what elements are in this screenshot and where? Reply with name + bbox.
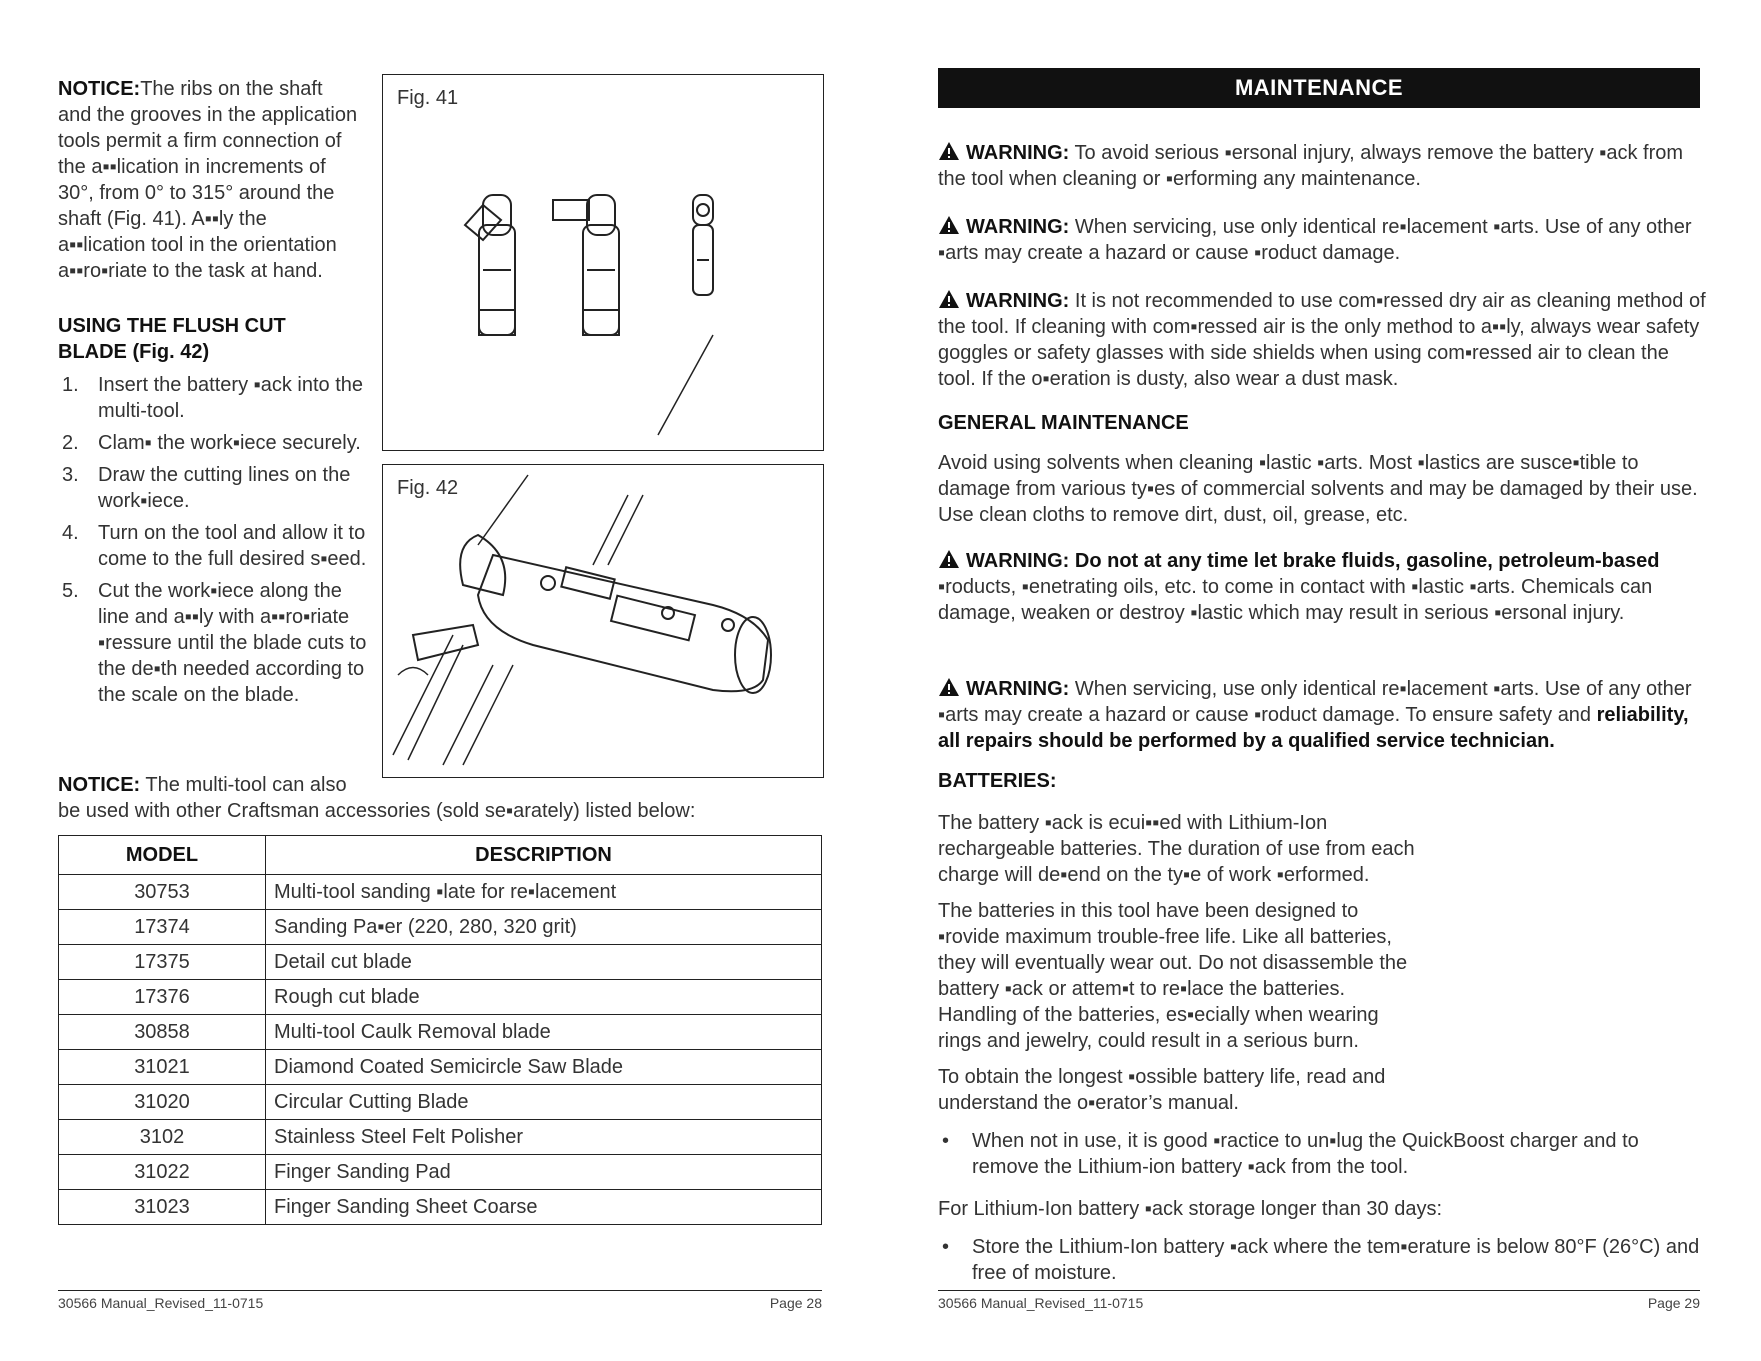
step-number: 5. <box>62 580 79 602</box>
left-page <box>0 0 880 1361</box>
footer-document-id: 30566 Manual_Revised_11-0715 <box>58 1295 264 1311</box>
table-row <box>59 1050 822 1085</box>
description-cell: Rough cut blade <box>266 980 822 1015</box>
figure-41-label: Fig. 41 <box>397 87 459 109</box>
model-cell: 3102 <box>59 1120 266 1155</box>
step-text: Clam▪ the work▪iece securely. <box>98 432 361 454</box>
bullet-icon: • <box>942 1130 950 1152</box>
warning-identical-parts <box>938 214 1708 266</box>
notice-label: NOTICE: <box>58 774 141 796</box>
table-row <box>59 910 822 945</box>
step-text: Insert the battery ▪ack into the multi-tool. <box>98 374 364 422</box>
table-row <box>59 875 822 910</box>
footer-page-number: Page 29 <box>1647 1295 1700 1311</box>
model-cell: 30858 <box>59 1015 266 1050</box>
step-number: 1. <box>62 374 79 396</box>
description-cell: Multi-tool Caulk Removal blade <box>266 1015 822 1050</box>
battery-tips-list-2 <box>938 1234 1708 1286</box>
step-item <box>58 430 376 456</box>
list-item <box>938 1234 1708 1286</box>
model-cell: 17375 <box>59 945 266 980</box>
accessories-table <box>58 835 822 1225</box>
batteries-heading: BATTERIES: <box>938 770 1057 792</box>
description-cell: Finger Sanding Sheet Coarse <box>266 1190 822 1225</box>
model-cell: 17376 <box>59 980 266 1015</box>
warning-text: To avoid serious ▪ersonal injury, always remove the battery ▪ack from the tool when cleaning or ▪erforming any maintenance. <box>938 142 1684 190</box>
description-cell: Detail cut blade <box>266 945 822 980</box>
warning-text: It is not recommended to use com▪ressed dry air as cleaning method of the tool. If cleaning with com▪ressed air is the only method to a▪▪ly, always wear safety goggles or safety glasses with side shields when using com▪ressed air to clean the tool. If the o▪eration is dusty, also wear a dust mask. <box>938 290 1706 390</box>
footer-document-id: 30566 Manual_Revised_11-0715 <box>938 1295 1144 1311</box>
page-footer-left <box>58 1290 822 1311</box>
table-row <box>59 1155 822 1190</box>
notice-accessories-text: The multi-tool can also <box>145 774 347 796</box>
notice-accessories <box>58 772 838 824</box>
table-row <box>59 1120 822 1155</box>
warning-text: When servicing, use only identical re▪lacement ▪arts. Use of any other ▪arts may create a hazard or cause ▪roduct damage. <box>938 216 1692 264</box>
warning-text: ▪roducts, ▪enetrating oils, etc. to come in contact with ▪lastic ▪arts. Chemicals can damage, weaken or destroy ▪lastic which may result in serious ▪ersonal injury. <box>938 576 1653 624</box>
step-number: 4. <box>62 522 79 544</box>
warning-text: When servicing, use only identical re▪lacement ▪arts. Use of any other ▪arts may create a hazard or cause ▪roduct damage. To ensure safety and <box>938 678 1692 726</box>
warning-bold-text: Do not at any time let brake fluids, gasoline, petroleum-based <box>1074 550 1660 572</box>
model-cell: 31022 <box>59 1155 266 1190</box>
warning-icon <box>938 677 960 697</box>
warning-icon <box>938 549 960 569</box>
step-text: Turn on the tool and allow it to come to the full desired s▪eed. <box>98 522 367 570</box>
table-header-row <box>59 836 822 875</box>
warning-compressed-air <box>938 288 1708 392</box>
table-row <box>59 1190 822 1225</box>
description-cell: Finger Sanding Pad <box>266 1155 822 1190</box>
multi-tool-orientations-illustration <box>383 75 823 450</box>
warning-label: WARNING: <box>966 290 1070 312</box>
step-item <box>58 578 376 708</box>
warning-label: WARNING: <box>966 216 1070 238</box>
column-header-description: DESCRIPTION <box>266 836 822 875</box>
flush-cut-heading: USING THE FLUSH CUT BLADE (Fig. 42) <box>58 315 286 363</box>
step-item <box>58 372 376 424</box>
batteries-paragraph-1: The battery ▪ack is ecui▪▪ed with Lithium-Ion rechargeable batteries. The duration of use from each charge will de▪end on the ty▪e of work ▪erformed. <box>938 812 1415 886</box>
warning-icon <box>938 215 960 235</box>
warning-icon <box>938 289 960 309</box>
flush-cut-steps <box>58 372 376 714</box>
step-item <box>58 520 376 572</box>
right-page <box>880 0 1761 1361</box>
notice-ribs <box>58 76 358 284</box>
table-row <box>59 1085 822 1120</box>
bullet-icon: • <box>942 1236 950 1258</box>
warning-remove-battery <box>938 140 1708 192</box>
warning-icon <box>938 141 960 161</box>
list-item-text: When not in use, it is good ▪ractice to un▪lug the QuickBoost charger and to remove the Lithium-ion battery ▪ack from the tool. <box>972 1130 1639 1178</box>
notice-ribs-text: The ribs on the shaft and the grooves in the application tools permit a firm connection of the a▪▪lication in increments of 30°, from 0° to 315° around the shaft (Fig. 41). A▪▪ly the a▪▪lication tool in the orientation a▪▪ro▪riate to the task at hand. <box>58 78 358 282</box>
batteries-paragraph-2: The batteries in this tool have been designed to ▪rovide maximum trouble-free life. Like all batteries, they will eventually wear out. Do not disassemble the battery ▪ack or attem▪t to re▪lace the batteries. Handling of the batteries, es▪ecially when wearing rings and jewelry, could result in a serious burn. <box>938 900 1408 1052</box>
step-number: 3. <box>62 464 79 486</box>
footer-page-number: Page 28 <box>769 1295 822 1311</box>
list-item-text: Store the Lithium-Ion battery ▪ack where the tem▪erature is below 80°F (26°C) and free of moisture. <box>972 1236 1700 1284</box>
step-text: Cut the work▪iece along the line and a▪▪ly with a▪▪ro▪riate ▪ressure until the blade cuts to the de▪th needed according to the scale on the blade. <box>98 580 367 706</box>
batteries-paragraph-3: To obtain the longest ▪ossible battery life, read and understand the o▪erator’s manual. <box>938 1066 1386 1114</box>
warning-label: WARNING: <box>966 550 1070 572</box>
step-number: 2. <box>62 432 79 454</box>
model-cell: 31020 <box>59 1085 266 1120</box>
notice-label: NOTICE: <box>58 78 141 100</box>
column-header-model: MODEL <box>59 836 266 875</box>
model-cell: 30753 <box>59 875 266 910</box>
flush-cut-illustration <box>383 465 823 777</box>
warning-qualified-service <box>938 676 1708 754</box>
warning-label: WARNING: <box>966 142 1070 164</box>
step-item <box>58 462 376 514</box>
description-cell: Stainless Steel Felt Polisher <box>266 1120 822 1155</box>
general-maintenance-text: Avoid using solvents when cleaning ▪lastic ▪arts. Most ▪lastics are susce▪tible to damage from various ty▪es of commercial solvents and may be damaged by their use. Use clean cloths to remove dirt, dust, oil, grease, etc. <box>938 452 1698 526</box>
general-maintenance-heading: GENERAL MAINTENANCE <box>938 412 1189 434</box>
page-footer-right <box>938 1290 1700 1311</box>
description-cell: Circular Cutting Blade <box>266 1085 822 1120</box>
figure-42-label: Fig. 42 <box>397 477 459 499</box>
figure-41 <box>382 74 824 451</box>
model-cell: 17374 <box>59 910 266 945</box>
maintenance-banner: MAINTENANCE <box>938 68 1700 108</box>
table-row <box>59 980 822 1015</box>
warning-chemicals <box>938 548 1708 626</box>
table-row <box>59 1015 822 1050</box>
description-cell: Diamond Coated Semicircle Saw Blade <box>266 1050 822 1085</box>
model-cell: 31023 <box>59 1190 266 1225</box>
warning-label: WARNING: <box>966 678 1070 700</box>
list-item <box>938 1128 1708 1180</box>
table-row <box>59 945 822 980</box>
figure-42 <box>382 464 824 778</box>
storage-line: For Lithium-Ion battery ▪ack storage longer than 30 days: <box>938 1198 1443 1220</box>
warning-bold-text: reliability, all repairs should be performed by a qualified service technician. <box>938 704 1689 752</box>
step-text: Draw the cutting lines on the work▪iece. <box>98 464 351 512</box>
model-cell: 31021 <box>59 1050 266 1085</box>
battery-tips-list-1 <box>938 1128 1708 1180</box>
description-cell: Sanding Pa▪er (220, 280, 320 grit) <box>266 910 822 945</box>
description-cell: Multi-tool sanding ▪late for re▪lacement <box>266 875 822 910</box>
notice-accessories-line2: be used with other Craftsman accessories (sold se▪arately) listed below: <box>58 800 696 822</box>
